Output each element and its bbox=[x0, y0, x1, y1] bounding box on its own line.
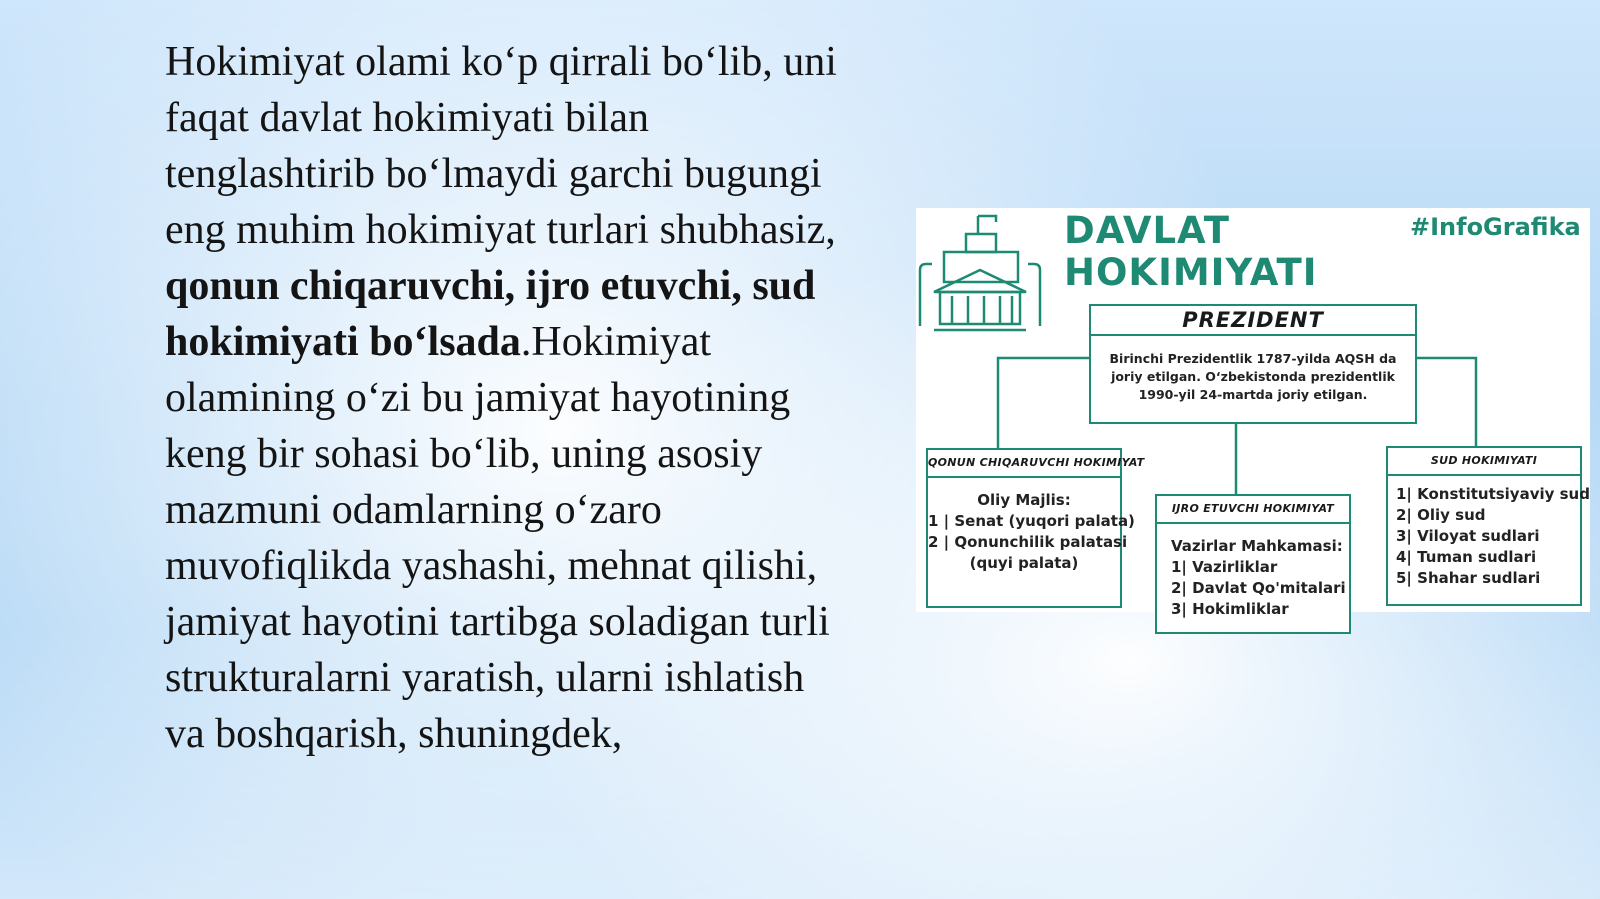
paragraph-line: keng bir sohasi bo‘lib, uning asosiy bbox=[165, 431, 763, 477]
main-paragraph bbox=[165, 34, 925, 762]
judicial-header: SUD HOKIMIYATI bbox=[1388, 448, 1580, 476]
paragraph-line: olamining o‘zi bu jamiyat hayotining bbox=[165, 375, 791, 421]
executive-item: 3| Hokimliklar bbox=[1171, 600, 1289, 618]
legislative-body bbox=[928, 478, 1135, 574]
paragraph-line-bold: qonun chiqaruvchi, ijro etuvchi, sud bbox=[165, 263, 816, 309]
paragraph-line: faqat davlat hokimiyati bilan bbox=[165, 95, 650, 141]
paragraph-line: muvofiqlikda yashashi, mehnat qilishi, bbox=[165, 543, 818, 589]
paragraph-line: tenglashtirib bo‘lmaydi garchi bugungi bbox=[165, 151, 822, 197]
legislative-item: (quyi palata) bbox=[969, 554, 1079, 572]
legislative-header: QONUN CHIQARUVCHI HOKIMIYAT bbox=[928, 450, 1120, 478]
title-line: DAVLAT bbox=[1064, 209, 1231, 252]
legislative-item: 1 | Senat (yuqori palata) bbox=[928, 512, 1135, 530]
paragraph-line: mazmuni odamlarning o‘zaro bbox=[165, 487, 662, 533]
president-header: PREZIDENT bbox=[1091, 306, 1415, 336]
judicial-item: 4| Tuman sudlari bbox=[1396, 548, 1537, 566]
president-description: Birinchi Prezidentlik 1787-yilda AQSH da joriy etilgan. O‘zbekistonda prezidentlik 1990-yil 24-martda joriy etilgan. bbox=[1109, 351, 1397, 402]
legislative-item: 2 | Qonunchilik palatasi bbox=[928, 533, 1128, 551]
paragraph-line: strukturalarni yaratish, ularni ishlatish bbox=[165, 655, 805, 701]
hashtag-label: #InfoGrafika bbox=[1410, 213, 1581, 241]
judicial-branch-box bbox=[1386, 446, 1590, 606]
president-box bbox=[1089, 304, 1417, 424]
government-building-icon bbox=[920, 216, 1040, 330]
paragraph-line-mixed bbox=[165, 314, 925, 370]
paragraph-line: va boshqarish, shuningdek, bbox=[165, 711, 623, 757]
title-line: HOKIMIYATI bbox=[1064, 251, 1318, 294]
judicial-item: 2| Oliy sud bbox=[1396, 506, 1486, 524]
paragraph-line: eng muhim hokimiyat turlari shubhasiz, bbox=[165, 207, 836, 253]
judicial-item: 5| Shahar sudlari bbox=[1396, 569, 1541, 587]
legislative-item: Oliy Majlis: bbox=[977, 491, 1071, 509]
legislative-branch-box bbox=[926, 448, 1145, 608]
executive-branch-box bbox=[1155, 494, 1351, 634]
paragraph-line: jamiyat hayotini tartibga soladigan turli bbox=[165, 599, 830, 645]
executive-item: Vazirlar Mahkamasi: bbox=[1171, 537, 1343, 555]
judicial-item: 3| Viloyat sudlari bbox=[1396, 527, 1540, 545]
executive-item: 2| Davlat Qo'mitalari bbox=[1171, 579, 1346, 597]
paragraph-fragment: .Hokimiyat bbox=[520, 319, 712, 365]
infographic-title bbox=[1064, 210, 1317, 294]
paragraph-bold-fragment: hokimiyati bo‘lsada bbox=[165, 319, 521, 365]
executive-item: 1| Vazirliklar bbox=[1171, 558, 1278, 576]
executive-body bbox=[1157, 524, 1349, 620]
judicial-item: 1| Konstitutsiyaviy sud bbox=[1396, 485, 1590, 503]
judicial-body bbox=[1388, 476, 1590, 589]
state-power-infographic bbox=[916, 208, 1590, 618]
executive-header: IJRO ETUVCHI HOKIMIYAT bbox=[1157, 496, 1349, 524]
paragraph-line: Hokimiyat olami ko‘p qirrali bo‘lib, uni bbox=[165, 39, 837, 85]
